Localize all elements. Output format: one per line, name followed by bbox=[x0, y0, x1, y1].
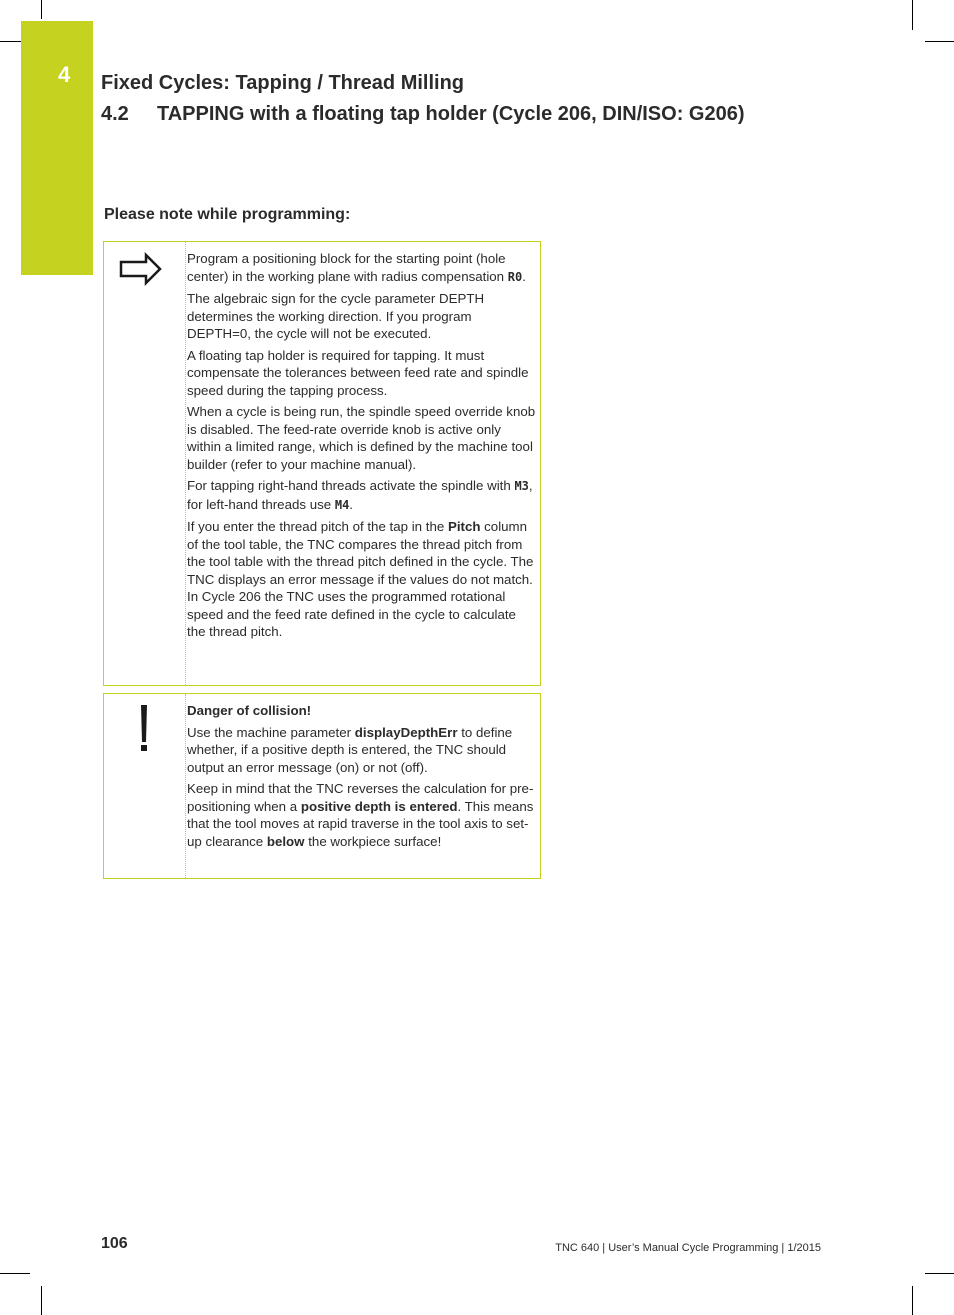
crop-mark bbox=[925, 41, 954, 42]
section-heading bbox=[101, 103, 745, 126]
note-paragraph: The algebraic sign for the cycle parameter DEPTH determines the working direction. If you program DEPTH=0, the cycle will not be executed. bbox=[187, 291, 485, 341]
warning-title: Danger of collision! bbox=[187, 703, 312, 718]
warning-paragraph: Use the machine parameter displayDepthErr to define whether, if a positive depth is entered, the TNC should output an error message (on) or not (off). bbox=[187, 724, 513, 775]
note-paragraph: Program a positioning block for the starting point (hole center) in the working plane with radius compensation R0. bbox=[187, 251, 526, 284]
exclamation-icon bbox=[104, 694, 185, 769]
crop-mark bbox=[912, 1286, 913, 1315]
note-text bbox=[187, 250, 537, 645]
section-title: TAPPING with a floating tap holder (Cycle 206, DIN/ISO: G206) bbox=[157, 103, 745, 125]
notes-heading: Please note while programming: bbox=[104, 206, 351, 223]
crop-mark bbox=[912, 0, 913, 30]
page-number: 106 bbox=[101, 1235, 128, 1252]
arrow-right-icon bbox=[104, 242, 185, 307]
crop-mark bbox=[0, 1273, 30, 1274]
chapter-title: Fixed Cycles: Tapping / Thread Milling bbox=[101, 72, 465, 94]
crop-mark bbox=[925, 1273, 954, 1274]
crop-mark bbox=[0, 41, 21, 42]
note-paragraph: For tapping right-hand threads activate the spindle with M3, for left-hand threads use M4. bbox=[187, 478, 533, 512]
box-divider bbox=[185, 242, 186, 685]
box-divider bbox=[185, 694, 186, 878]
note-paragraph: A floating tap holder is required for tapping. It must compensate the tolerances between feed rate and spindle speed during the tapping process. bbox=[187, 347, 529, 398]
warning-box bbox=[103, 693, 541, 879]
crop-mark bbox=[41, 0, 42, 19]
section-number: 4.2 bbox=[101, 103, 129, 125]
chapter-number: 4 bbox=[58, 62, 71, 87]
warning-paragraph: Keep in mind that the TNC reverses the calculation for pre-positioning when a positive depth is entered. This means that the tool moves at rapid traverse in the tool axis to set-up clearance below the workpiece surface! bbox=[187, 781, 534, 849]
note-box bbox=[103, 241, 541, 686]
warning-text bbox=[187, 702, 537, 854]
chapter-tab bbox=[21, 21, 93, 275]
note-paragraph: If you enter the thread pitch of the tap in the Pitch column of the tool table, the TNC compares the thread pitch from the tool table with the thread pitch defined in the cycle. The TNC displays an error message if the values do not match. In Cycle 206 the TNC uses the programmed rotational speed and the feed rate defined in the cycle to calculate the thread pitch. bbox=[187, 519, 534, 639]
note-paragraph: When a cycle is being run, the spindle speed override knob is disabled. The feed-rate override knob is active only within a limited range, which is defined by the machine tool builder (refer to your machine manual). bbox=[187, 404, 536, 472]
crop-mark bbox=[41, 1286, 42, 1315]
footer-text: TNC 640 | User’s Manual Cycle Programming | 1/2015 bbox=[555, 1242, 821, 1254]
